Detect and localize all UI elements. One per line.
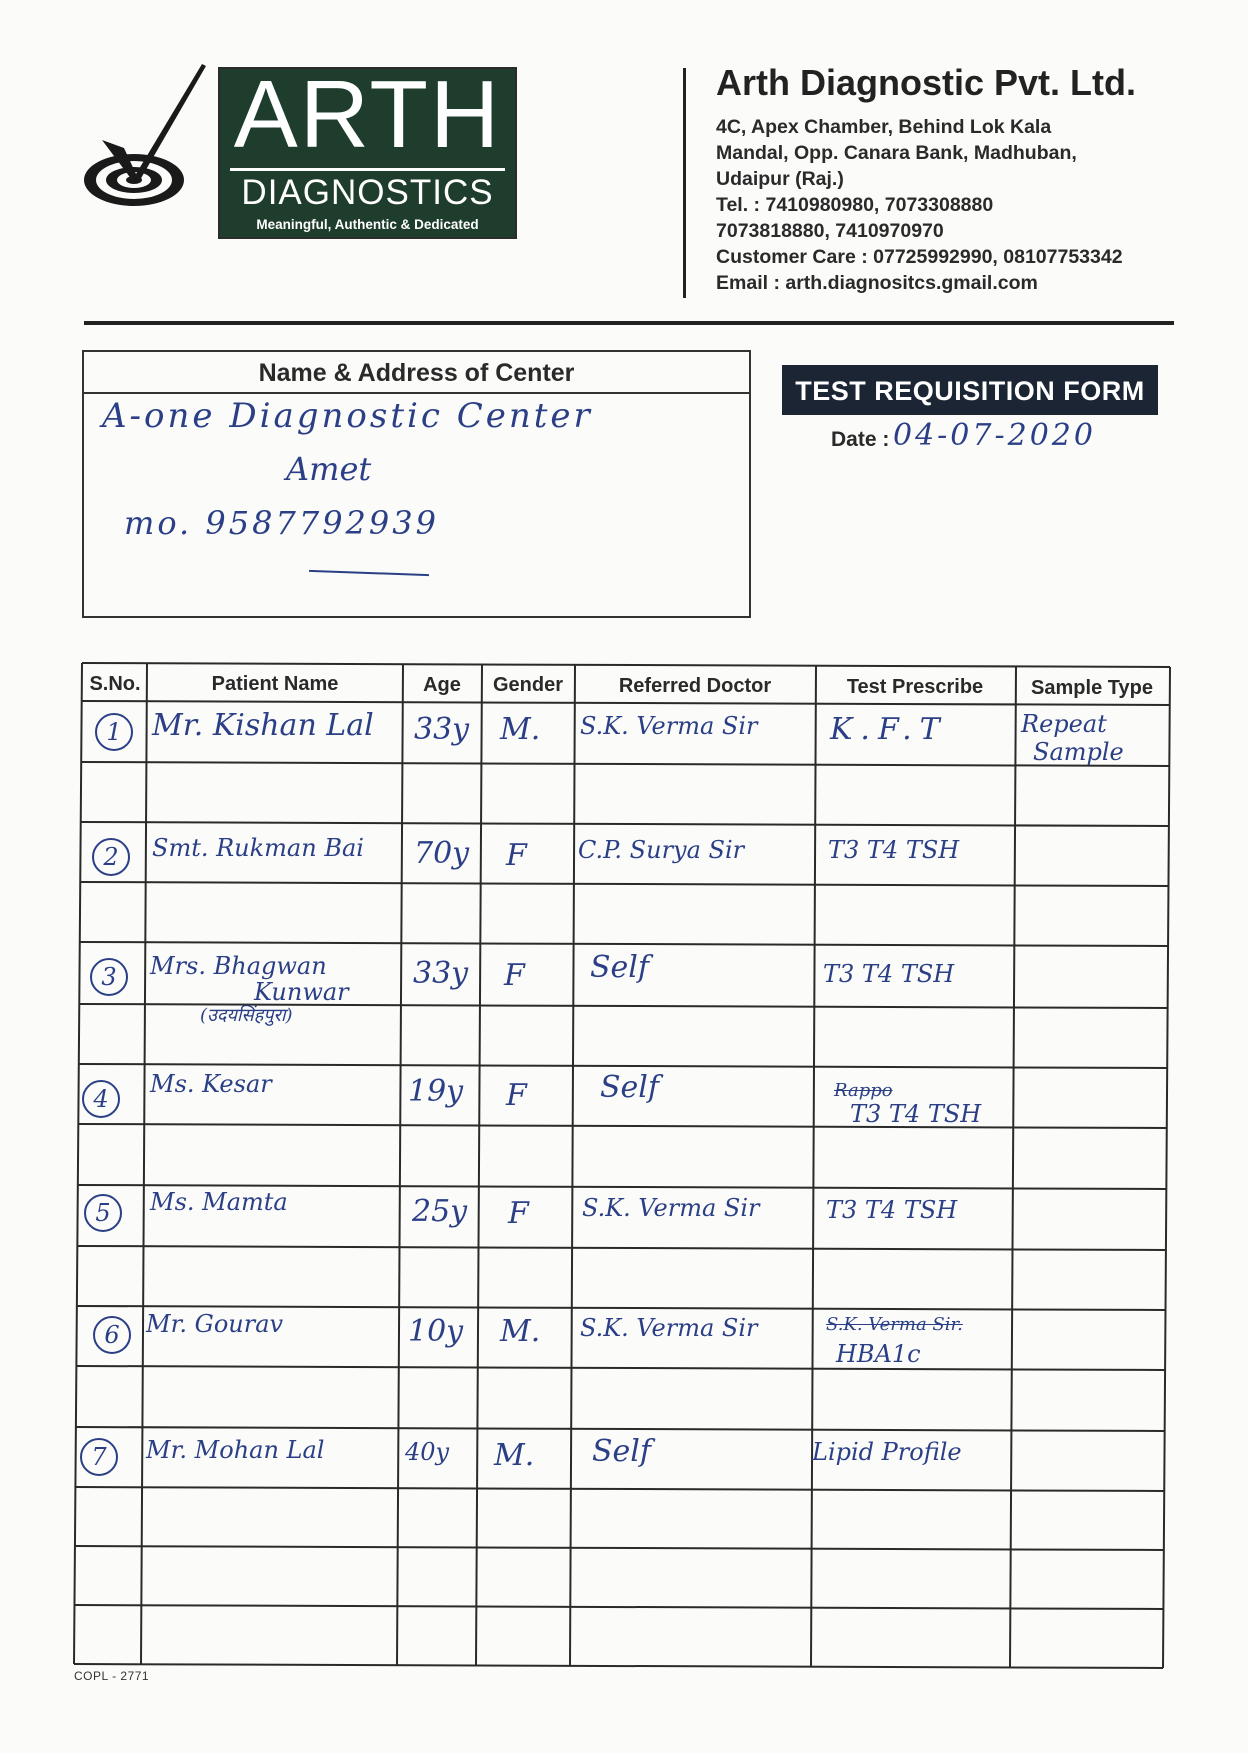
row-5-patient-name: Ms. Mamta <box>150 1188 288 1216</box>
row-3-patient-village: (उदयसिंहपुरा) <box>200 1005 293 1026</box>
center-name: A-one Diagnostic Center <box>102 396 593 436</box>
header-patient-name: Patient Name <box>211 673 339 695</box>
phone-line: Tel. : 7410980980, 7073308880 <box>716 194 994 216</box>
row-7-patient-name: Mr. Mohan Lal <box>146 1436 325 1464</box>
row-7-gender: M. <box>494 1438 535 1473</box>
row-2-age: 70y <box>414 836 470 871</box>
address-line: Mandal, Opp. Canara Bank, Madhuban, <box>716 142 1077 164</box>
row-7-test: Lipid Profile <box>812 1438 962 1466</box>
row-4-patient-name: Ms. Kesar <box>150 1070 272 1098</box>
row-4-age: 19y <box>408 1074 464 1109</box>
row-6-test: HBA1c <box>836 1340 921 1368</box>
row-6-gender: M. <box>500 1314 541 1349</box>
row-3-gender: F <box>504 958 525 993</box>
header-sample-type: Sample Type <box>1031 677 1153 699</box>
row-3-age: 33y <box>413 956 469 991</box>
header-referred-doctor: Referred Doctor <box>618 675 772 697</box>
row-3-sno: 3 <box>90 958 128 996</box>
row-1-sno: 1 <box>95 713 133 751</box>
row-7-doctor: Self <box>592 1434 652 1469</box>
row-7-age: 40y <box>405 1438 450 1466</box>
header-gender: Gender <box>492 674 564 696</box>
phone-line: 7073818880, 7410970970 <box>716 220 944 242</box>
row-2-sno: 2 <box>92 838 130 876</box>
date-label: Date : <box>831 428 890 451</box>
row-6-age: 10y <box>408 1314 464 1349</box>
row-5-test: T3 T4 TSH <box>826 1196 958 1224</box>
row-3-test: T3 T4 TSH <box>823 960 955 988</box>
row-5-sno: 5 <box>84 1194 122 1232</box>
row-7-sno: 7 <box>80 1438 118 1476</box>
row-2-gender: F <box>506 838 527 873</box>
row-4-test: T3 T4 TSH <box>850 1100 982 1128</box>
form-code: COPL - 2771 <box>74 1669 150 1683</box>
customer-care-line: Customer Care : 07725992990, 08107753342 <box>716 246 1123 268</box>
address-line: Udaipur (Raj.) <box>716 168 844 190</box>
row-4-test-struck: Rappo <box>834 1080 893 1101</box>
logo-subtitle: DIAGNOSTICS <box>241 173 494 212</box>
logo-wordmark: ARTH <box>233 61 502 168</box>
row-5-age: 25y <box>412 1194 468 1229</box>
header-sno: S.No. <box>89 673 141 695</box>
row-5-gender: F <box>508 1196 529 1231</box>
row-2-test: T3 T4 TSH <box>828 836 960 864</box>
center-place: Amet <box>286 450 372 488</box>
form-title-banner: TEST REQUISITION FORM <box>782 365 1158 415</box>
header-age: Age <box>423 674 461 696</box>
row-3-patient-name-line2: Kunwar <box>254 978 349 1006</box>
row-6-test-struck: S.K. Verma Sir. <box>826 1314 963 1335</box>
row-1-test: K.F.T <box>830 712 948 747</box>
row-1-gender: M. <box>500 712 541 747</box>
header-test-prescribe: Test Prescribe <box>846 676 984 698</box>
center-mobile: mo. 9587792939 <box>124 504 439 542</box>
row-3-patient-name: Mrs. Bhagwan <box>150 952 327 980</box>
date-value: 04-07-2020 <box>893 418 1096 453</box>
row-4-doctor: Self <box>600 1070 660 1105</box>
logo-tagline: Meaningful, Authentic & Dedicated <box>256 217 479 232</box>
row-1-doctor: S.K. Verma Sir <box>580 712 758 740</box>
row-6-doctor: S.K. Verma Sir <box>580 1314 758 1342</box>
row-3-doctor: Self <box>590 950 650 985</box>
row-4-gender: F <box>506 1078 527 1113</box>
row-1-age: 33y <box>414 712 470 747</box>
row-1-sample-type-line2: Sample <box>1033 738 1124 766</box>
row-1-sample-type: Repeat <box>1021 710 1107 738</box>
row-2-patient-name: Smt. Rukman Bai <box>152 834 364 862</box>
center-box-title: Name & Address of Center <box>84 352 749 394</box>
row-5-doctor: S.K. Verma Sir <box>582 1194 760 1222</box>
row-4-sno: 4 <box>82 1080 120 1118</box>
address-line: 4C, Apex Chamber, Behind Lok Kala <box>716 116 1052 138</box>
row-6-patient-name: Mr. Gourav <box>146 1310 284 1338</box>
row-6-sno: 6 <box>93 1316 131 1354</box>
company-name: Arth Diagnostic Pvt. Ltd. <box>716 62 1137 103</box>
email-line: Email : arth.diagnositcs.gmail.com <box>716 272 1038 294</box>
row-1-patient-name: Mr. Kishan Lal <box>152 708 374 743</box>
row-2-doctor: C.P. Surya Sir <box>578 836 745 864</box>
